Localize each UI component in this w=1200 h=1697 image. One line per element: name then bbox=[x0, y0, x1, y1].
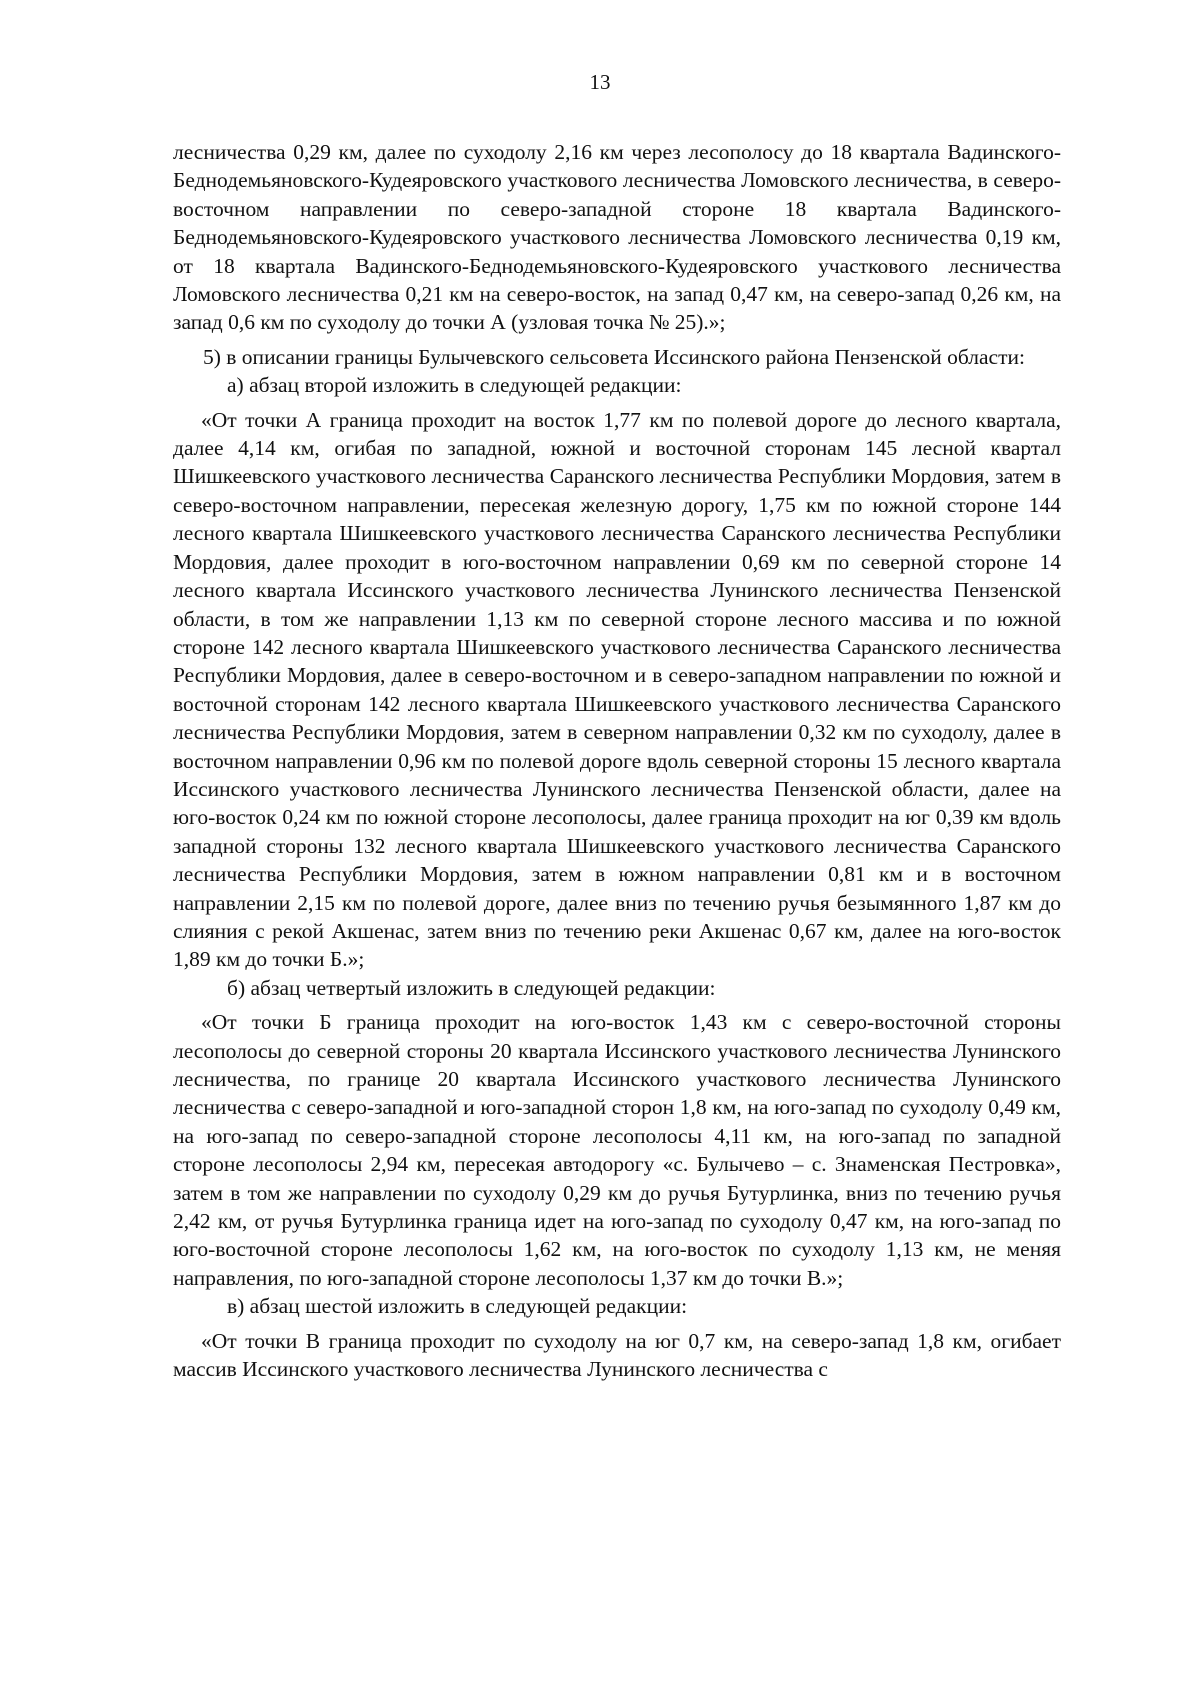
paragraph-quote-a: «От точки А граница проходит на восток 1,77 км по полевой дороге до лесного квартала, далее 4,14 км, огибая по западной, южной и восточной сторонам 145 лесной квартал Шишкеевского участкового лесничества Саранского лесничества Республики Мордовия, затем в северо-восточном направлении, пересекая железную дорогу, 1,75 км по южной стороне 144 лесного квартала Шишкеевского участкового лесничества Саранского лесничества Республики Мордовия, далее проходит в юго-восточном направлении 0,69 км по северной стороне 14 лесного квартала Иссинского участкового лесничества Лунинского лесничества Пензенской области, в том же направлении 1,13 км по северной стороне лесного массива и по южной стороне 142 лесного квартала Шишкеевского участкового лесничества Саранского лесничества Республики Мордовия, далее в северо-восточном и в северо-западном направлении по южной и восточной сторонам 142 лесного квартала Шишкеевского участкового лесничества Саранского лесничества Республики Мордовия, затем в северном направлении 0,32 км по суходолу, далее в восточном направлении 0,96 км по полевой дороге вдоль северной стороны 15 лесного квартала Иссинского участкового лесничества Лунинского лесничества Пензенской области, далее на юго-восток 0,24 км по южной стороне лесополосы, далее граница проходит на юг 0,39 км вдоль западной стороны 132 лесного квартала Шишкеевского участкового лесничества Саранского лесничества Республики Мордовия, затем в южном направлении 0,81 км и в восточном направлении 2,15 км по полевой дороге, далее вниз по течению ручья безымянного 1,87 км до слияния с рекой Акшенас, затем вниз по течению реки Акшенас 0,67 км, далее на юго-восток 1,89 км до точки Б.»; bbox=[173, 407, 1061, 972]
paragraph-subitem-c: в) абзац шестой изложить в следующей редакции: bbox=[227, 1294, 688, 1319]
paragraph-item-5: 5) в описании границы Булычевского сельсовета Иссинского района Пензенской области: bbox=[203, 344, 1025, 369]
paragraph-quote-b: «От точки Б граница проходит на юго-восток 1,43 км с северо-восточной стороны лесополосы до северной стороны 20 квартала Иссинского участкового лесничества Лунинского лесничества, по границе 20 квартала Иссинского участкового лесничества Лунинского лесничества с северо-западной и юго-западной сторон 1,8 км, на юго-запад по суходолу 0,49 км, на юго-запад по северо-западной стороне лесополосы 4,11 км, на юго-запад по западной стороне лесополосы 2,94 км, пересекая автодорогу «с. Булычево – с. Знаменская Пестровка», затем в том же направлении по суходолу 0,29 км до ручья Бутурлинка, вниз по течению ручья 2,42 км, от ручья Бутурлинка граница идет на юго-запад по суходолу 0,47 км, на юго-запад по юго-восточной стороне лесополосы 1,62 км, на юго-восток по суходолу 1,13 км, не меняя направления, по юго-западной стороне лесополосы 1,37 км до точки В.»; bbox=[173, 1010, 1061, 1290]
paragraph-subitem-b: б) абзац четвертый изложить в следующей редакции: bbox=[227, 975, 716, 1000]
page-number: 13 bbox=[589, 70, 611, 94]
document-body bbox=[173, 138, 1061, 1383]
paragraph-continuation: лесничества 0,29 км, далее по суходолу 2,16 км через лесополосу до 18 квартала Вадинского-Беднодемьяновского-Кудеяровского участкового лесничества Ломовского лесничества, в северо-восточном направлении по северо-западной стороне 18 квартала Вадинского-Беднодемьяновского-Кудеяровского участкового лесничества Ломовского лесничества 0,19 км, от 18 квартала Вадинского-Беднодемьяновского-Кудеяровского участкового лесничества Ломовского лесничества 0,21 км на северо-восток, на запад 0,47 км, на северо-запад 0,26 км, на запад 0,6 км по суходолу до точки А (узловая точка № 25).»; bbox=[173, 140, 1061, 335]
paragraph-quote-c: «От точки В граница проходит по суходолу на юг 0,7 км, на северо-запад 1,8 км, огибает массив Иссинского участкового лесничества Лунинского лесничества с bbox=[173, 1328, 1061, 1382]
paragraph-subitem-a: а) абзац второй изложить в следующей редакции: bbox=[227, 373, 682, 398]
